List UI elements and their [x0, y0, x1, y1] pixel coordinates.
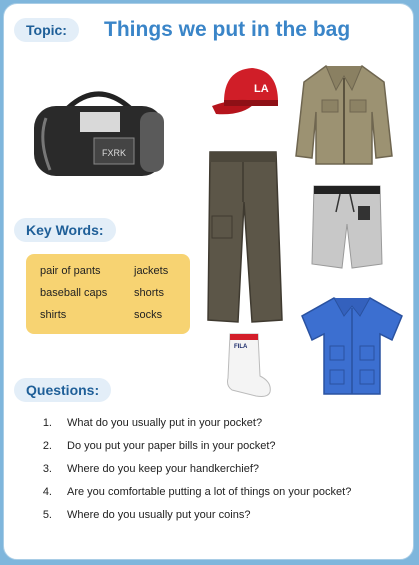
sock-image: [222, 330, 274, 400]
sock-logo-text: FILA: [234, 344, 248, 350]
worksheet-frame: [3, 3, 414, 560]
questions-label: Questions:: [14, 378, 111, 402]
key-word: jackets: [134, 265, 169, 277]
pants-image: [202, 146, 284, 324]
baseball-cap-image: [210, 62, 284, 122]
question-item: [28, 440, 276, 452]
question-number: 1.: [42, 417, 52, 429]
question-text: Where do you keep your handkerchief?: [67, 463, 260, 475]
key-word: shorts: [134, 287, 164, 299]
page-title: Things we put in the bag: [104, 18, 351, 41]
jacket-image: [294, 60, 394, 168]
shorts-image: [310, 182, 384, 272]
bag-brand-text: FXRK: [101, 148, 127, 158]
key-word: socks: [134, 309, 163, 321]
topic-label: Topic:: [14, 18, 79, 42]
question-number: 2.: [42, 440, 52, 452]
question-item: [28, 486, 351, 498]
question-number: 5.: [42, 509, 52, 521]
question-number: 3.: [42, 463, 52, 475]
cap-logo-text: LA: [254, 83, 269, 95]
key-word: baseball caps: [40, 287, 108, 299]
question-text: Are you comfortable putting a lot of things on your pocket?: [67, 486, 352, 498]
question-text: What do you usually put in your pocket?: [67, 417, 263, 429]
key-words-label: Key Words:: [14, 218, 116, 242]
question-number: 4.: [42, 486, 52, 498]
key-words-box: [26, 254, 190, 334]
key-word: pair of pants: [40, 265, 101, 277]
question-text: Do you put your paper bills in your pocket?: [67, 440, 276, 452]
question-item: [28, 417, 262, 429]
question-text: Where do you usually put your coins?: [67, 509, 251, 521]
key-word: shirts: [40, 309, 67, 321]
shirt-image: [298, 294, 406, 398]
question-item: [28, 509, 250, 521]
duffel-bag-image: [28, 84, 170, 182]
question-item: [28, 463, 259, 475]
